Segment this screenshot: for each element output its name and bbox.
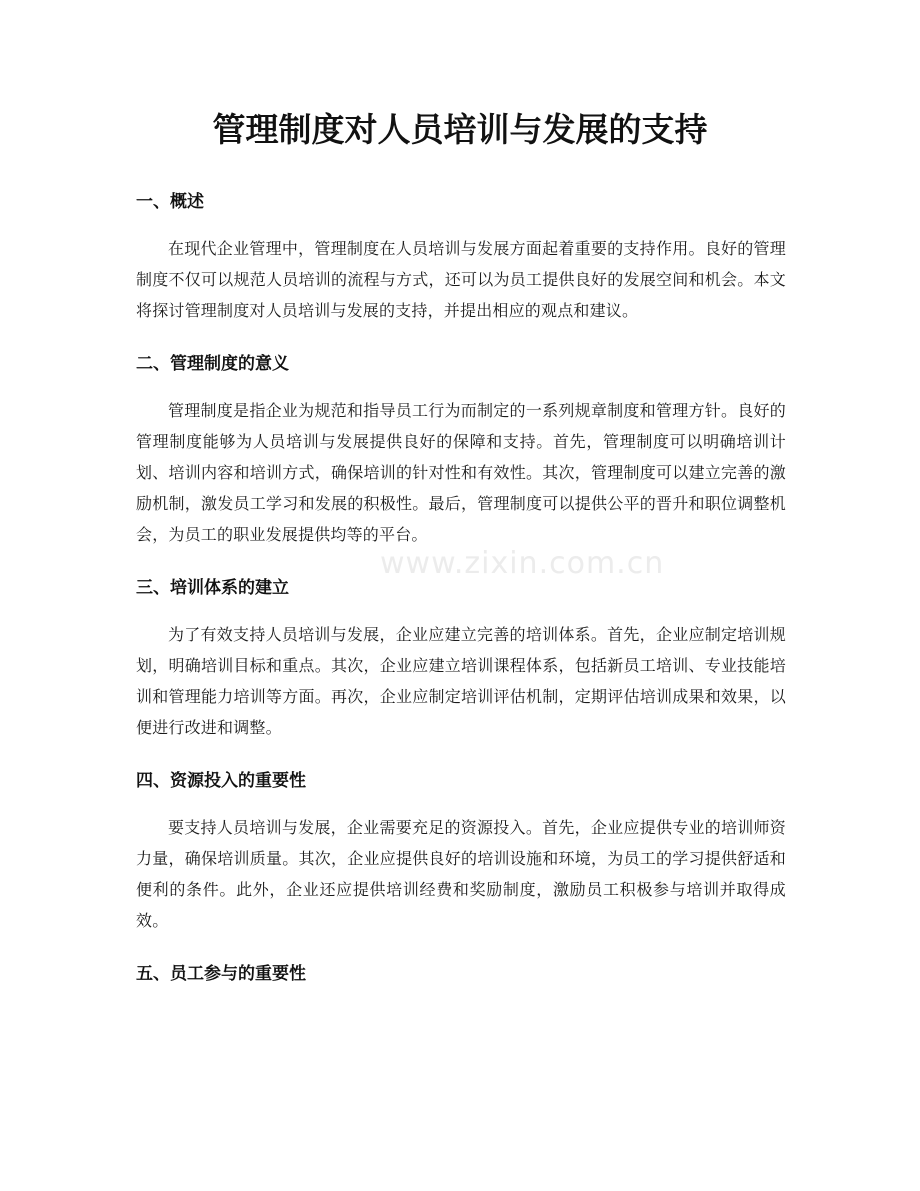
section-paragraph: 在现代企业管理中，管理制度在人员培训与发展方面起着重要的支持作用。良好的管理制度不仅可以规范人员培训的流程与方式，还可以为员工提供良好的发展空间和机会。本文将探讨管理制度对人员培训与发展的支持，并提出相应的观点和建议。 bbox=[136, 239, 786, 320]
section-heading: 二、管理制度的意义 bbox=[136, 354, 289, 374]
section-training-system bbox=[136, 570, 786, 743]
watermark-text: www.zixin.com.cn bbox=[380, 546, 665, 581]
section-paragraph: 要支持人员培训与发展，企业需要充足的资源投入。首先，企业应提供专业的培训师资力量，确保培训质量。其次，企业应提供良好的培训设施和环境，为员工的学习提供舒适和便利的条件。此外，企业还应提供培训经费和奖励制度，激励员工积极参与培训并取得成效。 bbox=[136, 818, 786, 930]
section-paragraph: 管理制度是指企业为规范和指导员工行为而制定的一系列规章制度和管理方针。良好的管理制度能够为人员培训与发展提供良好的保障和支持。首先，管理制度可以明确培训计划、培训内容和培训方式，确保培训的针对性和有效性。其次，管理制度可以建立完善的激励机制，激发员工学习和发展的积极性。最后，管理制度可以提供公平的晋升和职位调整机会，为员工的职业发展提供均等的平台。 bbox=[136, 401, 786, 544]
document-title: 管理制度对人员培训与发展的支持 bbox=[212, 110, 708, 149]
section-heading: 四、资源投入的重要性 bbox=[136, 771, 306, 791]
section-heading: 五、员工参与的重要性 bbox=[136, 964, 306, 984]
section-employee-participation bbox=[136, 956, 786, 992]
section-overview bbox=[136, 184, 786, 326]
section-significance bbox=[136, 346, 786, 550]
section-resource-investment bbox=[136, 763, 786, 936]
section-heading: 一、概述 bbox=[136, 192, 204, 212]
section-heading: 三、培训体系的建立 bbox=[136, 578, 289, 598]
document-body bbox=[136, 184, 786, 1005]
section-paragraph: 为了有效支持人员培训与发展，企业应建立完善的培训体系。首先，企业应制定培训规划，明确培训目标和重点。其次，企业应建立培训课程体系，包括新员工培训、专业技能培训和管理能力培训等方面。再次，企业应制定培训评估机制，定期评估培训成果和效果，以便进行改进和调整。 bbox=[136, 625, 786, 737]
